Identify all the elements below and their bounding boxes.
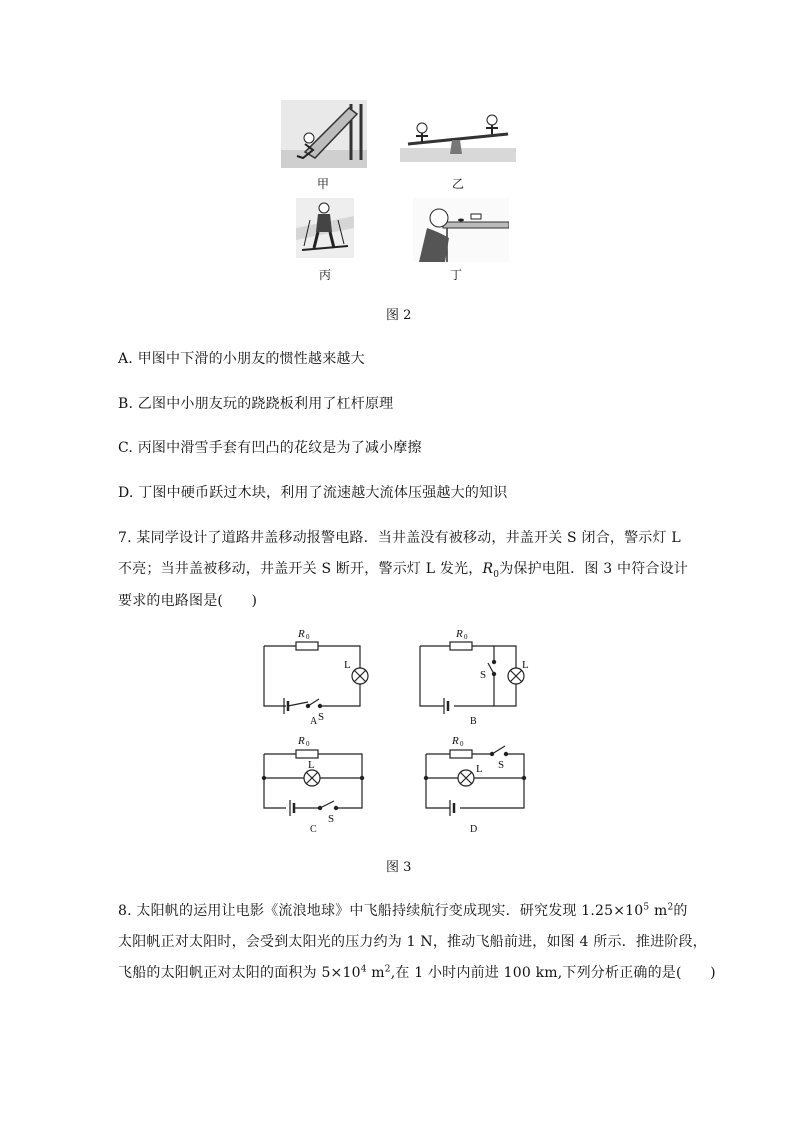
circuit-b-label: B — [470, 716, 477, 727]
circuit-b-resistor-label: R — [456, 628, 463, 640]
circuit-d-lamp-label: L — [476, 763, 483, 775]
circuit-c-label: C — [310, 824, 317, 835]
skier-illustration — [296, 198, 354, 258]
question-7-line-1: 7. 某同学设计了道路井盖移动报警电路．当井盖没有被移动，井盖开关 S 闭合，警示灯 L — [118, 530, 681, 546]
circuit-a-lamp-label: L — [344, 659, 351, 671]
circuit-a-resistor-label: R — [298, 628, 305, 640]
figure-2-label-bing: 丙 — [318, 268, 331, 282]
question-8-line-1-pre: 8. 太阳帆的运用让电影《流浪地球》中飞船持续航行变成现实．研究发现 1.25×10 — [118, 903, 644, 919]
circuit-a-resistor-sub: 0 — [306, 633, 310, 641]
option-a: A. 甲图中下滑的小朋友的惯性越来越大 — [118, 351, 365, 367]
unit-exponent-2: 2 — [384, 964, 391, 975]
question-8-line-3 — [118, 962, 716, 982]
coin-jump-illustration — [413, 198, 509, 262]
circuit-b — [420, 642, 524, 714]
circuit-b-lamp-label: L — [522, 659, 529, 671]
circuit-b-switch-label: S — [480, 669, 487, 681]
unit-exponent-1: 2 — [667, 902, 674, 913]
circuit-c-lamp-label: L — [308, 759, 315, 771]
circuit-d-switch-label: S — [498, 759, 505, 771]
circuit-a — [264, 642, 368, 714]
question-8-line-1 — [118, 900, 688, 920]
circuit-a-switch-label: S — [318, 711, 325, 723]
area-unit-1: m — [649, 903, 668, 919]
circuit-c-switch-label: S — [328, 813, 335, 825]
slide-illustration — [281, 100, 367, 168]
exponent-5: 5 — [643, 902, 650, 913]
question-8-line-1-post: 的 — [673, 903, 688, 919]
figure-2-label-yi: 乙 — [451, 177, 464, 191]
figure-2-label-ding: 丁 — [449, 268, 462, 282]
figure-3-caption: 图 3 — [386, 860, 412, 875]
circuit-c-resistor-label: R — [298, 735, 305, 747]
figure-2-label-jia: 甲 — [316, 177, 329, 191]
exponent-4: 4 — [360, 964, 367, 975]
question-8-line-3-pre: 飞船的太阳帆正对太阳的面积为 5×10 — [118, 965, 361, 981]
circuit-d — [424, 746, 525, 816]
figure-2-caption: 图 2 — [386, 308, 412, 323]
option-b: B. 乙图中小朋友玩的跷跷板利用了杠杆原理 — [118, 396, 394, 412]
circuit-c-resistor-sub: 0 — [306, 740, 310, 748]
circuit-a-label: A — [310, 716, 318, 727]
question-7-line-3: 要求的电路图是( ) — [118, 593, 258, 609]
question-8-line-3-post: ,在 1 小时内前进 100 km,下列分析正确的是( ) — [390, 965, 716, 981]
question-7-line-2 — [118, 558, 688, 580]
circuit-d-label: D — [470, 824, 478, 835]
resistor-subscript: 0 — [493, 569, 500, 580]
seesaw-illustration — [400, 104, 516, 162]
question-8-line-2: 太阳帆正对太阳时，会受到太阳光的压力约为 1 N，推动飞船前进，如图 4 所示．推进阶段， — [118, 934, 707, 950]
resistor-symbol: R — [482, 561, 494, 577]
question-7-line-2-post: 为保护电阻．图 3 中符合设计 — [499, 561, 688, 577]
option-d: D. 丁图中硬币跃过木块，利用了流速越大流体压强越大的知识 — [118, 485, 508, 501]
option-c: C. 丙图中滑雪手套有凹凸的花纹是为了减小摩擦 — [118, 440, 422, 456]
question-7-line-2-pre: 不亮；当井盖被移动，井盖开关 S 断开，警示灯 L 发光， — [118, 561, 483, 577]
figure-3-circuits — [258, 622, 532, 838]
circuit-d-resistor-label: R — [452, 735, 459, 747]
area-unit-2: m — [366, 965, 385, 981]
circuit-b-resistor-sub: 0 — [464, 633, 468, 641]
circuit-d-resistor-sub: 0 — [460, 740, 464, 748]
